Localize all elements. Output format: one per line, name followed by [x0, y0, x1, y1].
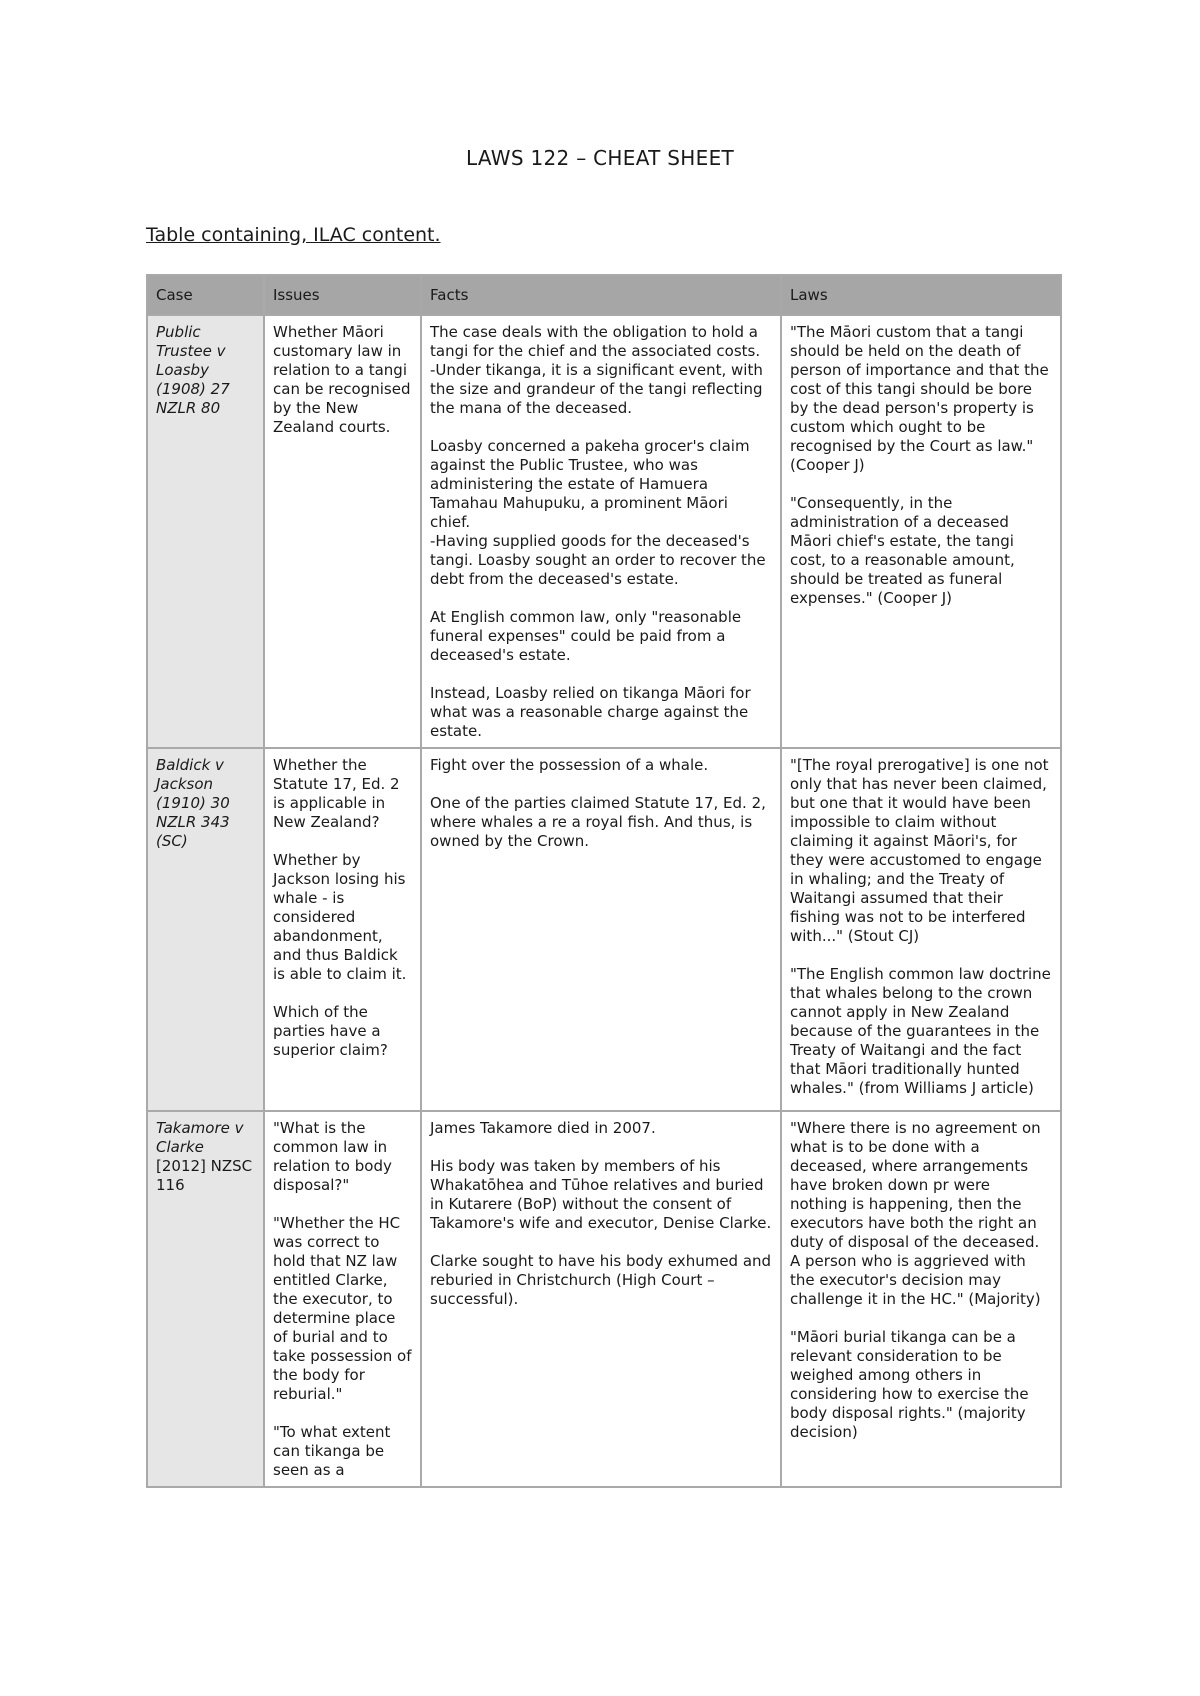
law-quote: "The Māori custom that a tangi should be held on the death of person of importance and that the cost of this tangi should be bore by the dead person's property is custom which ought to be recognised by the Court as law." (Cooper J): [790, 323, 1049, 474]
fact-line: -Having supplied goods for the deceased's tangi. Loasby sought an order to recover the debt from the deceased's estate.: [430, 532, 766, 588]
table-row: [147, 748, 1061, 1111]
law-quote: "Consequently, in the administration of a deceased Māori chief's estate, the tangi cost, to a reasonable amount, should be treated as funeral expenses." (Cooper J): [790, 494, 1015, 607]
facts-cell: [421, 748, 781, 1111]
fact-line: Clarke sought to have his body exhumed and reburied in Christchurch (High Court – successful).: [430, 1252, 772, 1308]
facts-cell: [421, 1111, 781, 1487]
issue-paragraph: "To what extent can tikanga be seen as a: [273, 1423, 391, 1479]
issue-paragraph: "Whether the HC was correct to hold that NZ law entitled Clarke, the executor, to determine place of burial and to take possession of the body for reburial.": [273, 1214, 412, 1403]
case-citation: Public Trustee v Loasby (1908) 27 NZLR 80: [156, 323, 230, 417]
fact-line: One of the parties claimed Statute 17, Ed. 2, where whales a re a royal fish. And thus, is owned by the Crown.: [430, 794, 766, 850]
fact-paragraph: [430, 756, 772, 775]
issue-paragraph: Whether the Statute 17, Ed. 2 is applicable in New Zealand?: [273, 756, 400, 831]
fact-paragraph: [430, 684, 772, 741]
fact-paragraph: [430, 608, 772, 665]
law-quote: "Māori burial tikanga can be a relevant consideration to be weighed among others in considering how to exercise the body disposal rights." (majority decision): [790, 1328, 1029, 1441]
column-header-facts: Facts: [421, 275, 781, 315]
issue-paragraph: "What is the common law in relation to body disposal?": [273, 1119, 392, 1194]
case-cell: [147, 748, 264, 1111]
law-quote: "[The royal prerogative] is one not only that has never been claimed, but one that it would have been impossible to claim without claiming it against Māori's, for they were accustomed to engage in whaling; and the Treaty of Waitangi assumed that their fishing was not to be interfered with..." (Stout CJ): [790, 756, 1049, 945]
table-row: [147, 315, 1061, 748]
table-subtitle: Table containing, ILAC content.: [146, 224, 441, 246]
laws-cell: [781, 748, 1061, 1111]
case-citation: Takamore v Clarke: [156, 1119, 244, 1156]
issues-cell: [264, 748, 421, 1111]
laws-cell: [781, 315, 1061, 748]
fact-line: Loasby concerned a pakeha grocer's claim against the Public Trustee, who was administering the estate of Hamuera Tamahau Mahupuku, a prominent Māori chief.: [430, 437, 750, 531]
issues-cell: [264, 1111, 421, 1487]
laws-cell: [781, 1111, 1061, 1487]
issue-paragraph: Which of the parties have a superior claim?: [273, 1003, 388, 1059]
fact-line: -Under tikanga, it is a significant event, with the size and grandeur of the tangi reflecting the mana of the deceased.: [430, 361, 763, 417]
case-citation: Baldick v Jackson (1910) 30 NZLR 343 (SC): [156, 756, 230, 850]
fact-paragraph: [430, 1157, 772, 1233]
fact-paragraph: [430, 437, 772, 589]
fact-line: At English common law, only "reasonable funeral expenses" could be paid from a deceased's estate.: [430, 608, 742, 664]
case-citation-reference: [2012] NZSC 116: [156, 1157, 253, 1194]
issues-cell: [264, 315, 421, 748]
page-title: LAWS 122 – CHEAT SHEET: [465, 146, 735, 170]
fact-line: James Takamore died in 2007.: [430, 1119, 656, 1137]
fact-paragraph: [430, 1119, 772, 1138]
ilac-table: [146, 274, 1062, 1488]
fact-line: Fight over the possession of a whale.: [430, 756, 709, 774]
fact-line: The case deals with the obligation to hold a tangi for the chief and the associated costs.: [430, 323, 761, 360]
column-header-case: Case: [147, 275, 264, 315]
fact-paragraph: [430, 1252, 772, 1309]
facts-cell: [421, 315, 781, 748]
case-cell: [147, 1111, 264, 1487]
fact-paragraph: [430, 323, 772, 418]
column-header-laws: Laws: [781, 275, 1061, 315]
column-header-issues: Issues: [264, 275, 421, 315]
issue-paragraph: Whether Māori customary law in relation to a tangi can be recognised by the New Zealand courts.: [273, 323, 411, 436]
law-quote: "The English common law doctrine that whales belong to the crown cannot apply in New Zealand because of the guarantees in the Treaty of Waitangi and the fact that Māori traditionally hunted whales." (from Williams J article): [790, 965, 1051, 1097]
case-cell: [147, 315, 264, 748]
issue-paragraph: Whether by Jackson losing his whale - is considered abandonment, and thus Baldick is able to claim it.: [273, 851, 407, 983]
fact-line: Instead, Loasby relied on tikanga Māori for what was a reasonable charge against the estate.: [430, 684, 751, 740]
fact-line: His body was taken by members of his Whakatōhea and Tūhoe relatives and buried in Kutarere (BoP) without the consent of Takamore's wife and executor, Denise Clarke.: [430, 1157, 772, 1232]
table-body: [147, 315, 1061, 1487]
law-quote: "Where there is no agreement on what is to be done with a deceased, where arrangements have broken down pr were nothing is happening, then the executors have both the right an duty of disposal of the deceased. A person who is aggrieved with the executor's decision may challenge it in the HC." (Majority): [790, 1119, 1041, 1308]
table-row: [147, 1111, 1061, 1487]
table-header-row: [147, 275, 1061, 315]
fact-paragraph: [430, 794, 772, 851]
